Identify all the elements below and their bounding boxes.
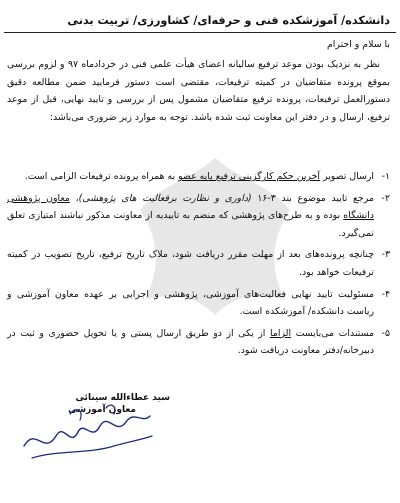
letter-heading: دانشکده/ آموزشکده فنی و حرفه‌ای/ کشاورزی/ تربیت بدنی (67, 14, 390, 27)
list-item-number: ۴- (381, 288, 390, 300)
intro-paragraph: نظر به نزدیک بودن موعد ترفیع سالیانه اعضای هیأت علمی فنی در خردادماه ۹۷ و لزوم بررسی بموقع پرونده متقاضیان در کمیته ترفیعات، مقتضی است دستور فرمایید ضمن مطالعه دقیق دستورالعمل ترفیعات، پرونده ترفیع متقاضیان مشمول پس از بررسی و تایید نهایی، قبل از موعد ترفیع، ارسال و در دفتر این معاونت ثبت شده باشد. توجه به موارد زیر ضروری می‌باشد: (7, 59, 390, 123)
italic-text: (داوری و نظارت برفعالیت های پژوهشی) (78, 192, 252, 204)
list-item-number: ۵- (381, 327, 390, 339)
list-item (7, 325, 390, 360)
list-item-number: ۳- (381, 249, 390, 261)
underlined-text: معاون پژوهشی دانشگاه (7, 192, 374, 222)
underlined-text: آخرین حکم کارگزینی ترفیع پایه عضو (178, 171, 321, 182)
list-item (7, 190, 390, 243)
list-item-text: مرجع تایید موضوع بند ۳-۱۶ (251, 192, 374, 204)
list-item-number: ۱- (381, 171, 390, 182)
list-item-text: ارسال تصویر (320, 171, 374, 182)
list-item (7, 168, 390, 186)
underlined-text: الزاما (269, 327, 292, 339)
requirements-list (7, 168, 390, 364)
handwritten-signature (18, 396, 158, 468)
list-item-text: به همراه پرونده ترفیعات الزامی است. (24, 171, 179, 182)
list-item-text: مسئولیت تایید نهایی فعالیت‌های آموزشی، پژوهشی و اجرایی بر عهده معاون آموزشی و ریاست دانشکده/ آموزشکده است. (7, 288, 374, 318)
salutation: با سلام و احترام (327, 39, 390, 50)
list-item-text: مستندات می‌بایست (291, 327, 374, 339)
list-item (7, 286, 390, 321)
signatory-title: معاون آموزشی (68, 405, 136, 415)
list-item-text: از یکی از دو طریق ارسال پستی و یا تحویل حضوری و ثبت در دبیرخانه/دفتر معاونت دریافت شود. (7, 327, 374, 357)
list-item (7, 246, 390, 281)
signatory-name: سید عطاءالله سینائی (75, 393, 170, 403)
list-item-text: ، (69, 192, 79, 204)
list-item-text: چنانچه پرونده‌های بعد از مهلت مقرر دریافت شود، ملاک تاریخ ترفیع، تاریخ تصویب در کمیته ترفیعات خواهد بود. (7, 249, 374, 278)
list-item-text: بوده و به طرح‌های پژوهشی که منضم به تاییدیه از معاونت مذکور نباشند امتیازی تعلق نمی‌گیرد. (7, 210, 374, 239)
list-item-number: ۲- (381, 192, 390, 204)
heading-divider (4, 32, 396, 33)
